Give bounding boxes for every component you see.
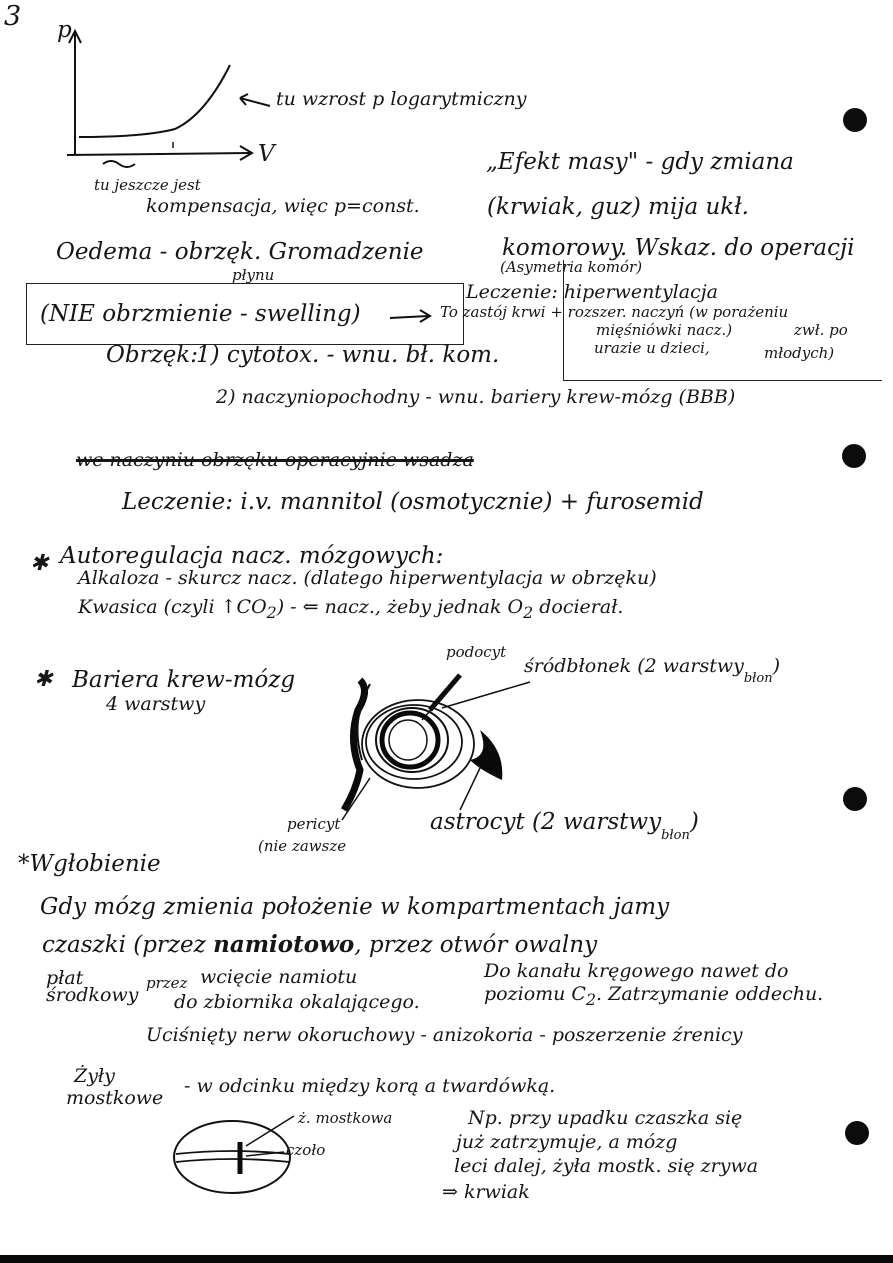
veins-note-4: ⇒ krwiak bbox=[442, 1181, 530, 1203]
bbb-title: Bariera krew-mózg bbox=[72, 667, 296, 693]
mass-effect-effect: To zastój krwi + rozszer. naczyń (w porażeniu bbox=[440, 303, 789, 321]
veins-label-bone: czoło bbox=[286, 1141, 326, 1159]
edema-type-header: Obrzęk: bbox=[106, 342, 198, 368]
veins-term-a: Żyły bbox=[74, 1065, 115, 1087]
bbb-label-pericyte: pericyt bbox=[287, 815, 341, 833]
herniation-title: *Wgłobienie bbox=[18, 851, 161, 877]
mass-effect-note-2: zwł. po bbox=[794, 321, 848, 339]
veins-term-b: mostkowe bbox=[66, 1087, 164, 1109]
arrow-icon bbox=[236, 92, 272, 112]
graph-flat-note-1: tu jeszcze jest bbox=[94, 176, 201, 194]
arrow-icon bbox=[388, 306, 434, 326]
bbb-label-astrocyte: astrocyt (2 warstwy$_{błon}$) bbox=[430, 809, 699, 843]
bbb-label-membrane: śródbłonek (2 warstwy$_{błon}$) bbox=[524, 655, 780, 686]
punch-hole bbox=[843, 108, 867, 132]
bbb-label-pericyte-note: (nie zawsze bbox=[258, 837, 347, 855]
herniation-line-1: Gdy mózg zmienia położenie w kompartmentach jamy bbox=[40, 894, 670, 920]
veins-definition: - w odcinku między korą a twardówką. bbox=[184, 1075, 556, 1097]
punch-hole bbox=[845, 1121, 869, 1145]
edema-boxed-note: (NIE obrzmienie - swelling) bbox=[40, 301, 361, 327]
herniation-right-b: poziomu $C_2$. Zatrzymanie oddechu. bbox=[484, 983, 824, 1009]
edema-type-1: 1) cytotox. - wnu. bł. kom. bbox=[196, 342, 500, 368]
herniation-left-d: wcięcie namiotu bbox=[200, 966, 358, 988]
herniation-right-a: Do kanału kręgowego nawet do bbox=[484, 960, 789, 982]
mass-effect-note-4: młodych) bbox=[764, 344, 835, 362]
autoregulation-kwasica: Kwasica (czyli $↑CO_2$) - ⇐ nacz., żeby jednak $O_2$ docierał. bbox=[78, 596, 624, 622]
punch-hole bbox=[842, 444, 866, 468]
page-number: 3 bbox=[4, 1, 22, 32]
bbb-layers: 4 warstwy bbox=[106, 693, 206, 715]
veins-note-1: Np. przy upadku czaszka się bbox=[468, 1107, 743, 1129]
herniation-left-a: płat bbox=[46, 967, 84, 989]
graph-rise-note: tu wzrost p logarytmiczny bbox=[276, 88, 527, 110]
graph-flat-note-2: kompensacja, więc p=const. bbox=[146, 195, 420, 217]
veins-label-vein: ż. mostkowa bbox=[298, 1109, 393, 1127]
herniation-line-4: Uciśnięty nerw okoruchowy - anizokoria - poszerzenie źrenicy bbox=[146, 1024, 743, 1046]
asterisk-icon: ✱ bbox=[34, 667, 53, 692]
mass-effect-line-3: komorowy. Wskaz. do operacji bbox=[502, 235, 855, 261]
asterisk-icon: ✱ bbox=[30, 551, 49, 576]
herniation-line-2: czaszki (przez namiotowo, przez otwór owalny bbox=[42, 931, 598, 958]
autoregulation-title: Autoregulacja nacz. mózgowych: bbox=[60, 543, 444, 569]
mass-effect-line-2: (krwiak, guz) mija ukł. bbox=[487, 194, 749, 220]
mass-effect-line-4: (Asymetria komór) bbox=[500, 258, 643, 276]
mass-effect-treatment: Leczenie: hiperwentylacja bbox=[466, 281, 718, 303]
herniation-left-c: przez bbox=[146, 974, 188, 992]
bbb-capillary-diagram bbox=[330, 660, 530, 820]
veins-note-3: leci dalej, żyła mostk. się zrywa bbox=[454, 1155, 759, 1177]
mass-effect-note-3: urazie u dzieci, bbox=[594, 339, 710, 357]
mass-effect-note-1: mięśniówki nacz.) bbox=[596, 321, 733, 339]
skull-vein-diagram bbox=[166, 1112, 306, 1202]
treatment-line: Leczenie: i.v. mannitol (osmotycznie) + furosemid bbox=[122, 489, 704, 515]
herniation-left-e: do zbiornika okalającego. bbox=[174, 991, 420, 1013]
crossed-out-line: we naczyniu obrzęku operacyjnie wsadza bbox=[76, 449, 474, 471]
graph-x-label: V bbox=[258, 141, 275, 167]
scan-edge bbox=[0, 1255, 893, 1263]
bbb-label-podocyt: podocyt bbox=[446, 643, 507, 661]
edema-title: Oedema - obrzęk. Gromadzenie bbox=[56, 239, 424, 265]
veins-note-2: już zatrzymuje, a mózg bbox=[456, 1131, 678, 1153]
punch-hole bbox=[843, 787, 867, 811]
herniation-left-b: środkowy bbox=[46, 984, 139, 1006]
graph-y-label: p bbox=[57, 17, 72, 43]
edema-title-sub: płynu bbox=[232, 266, 275, 284]
autoregulation-alkaloza: Alkaloza - skurcz nacz. (dlatego hiperwentylacja w obrzęku) bbox=[78, 567, 657, 589]
edema-type-2: 2) naczyniopochodny - wnu. bariery krew-mózg (BBB) bbox=[216, 386, 736, 408]
mass-effect-line-1: „Efekt masy" - gdy zmiana bbox=[486, 149, 794, 175]
